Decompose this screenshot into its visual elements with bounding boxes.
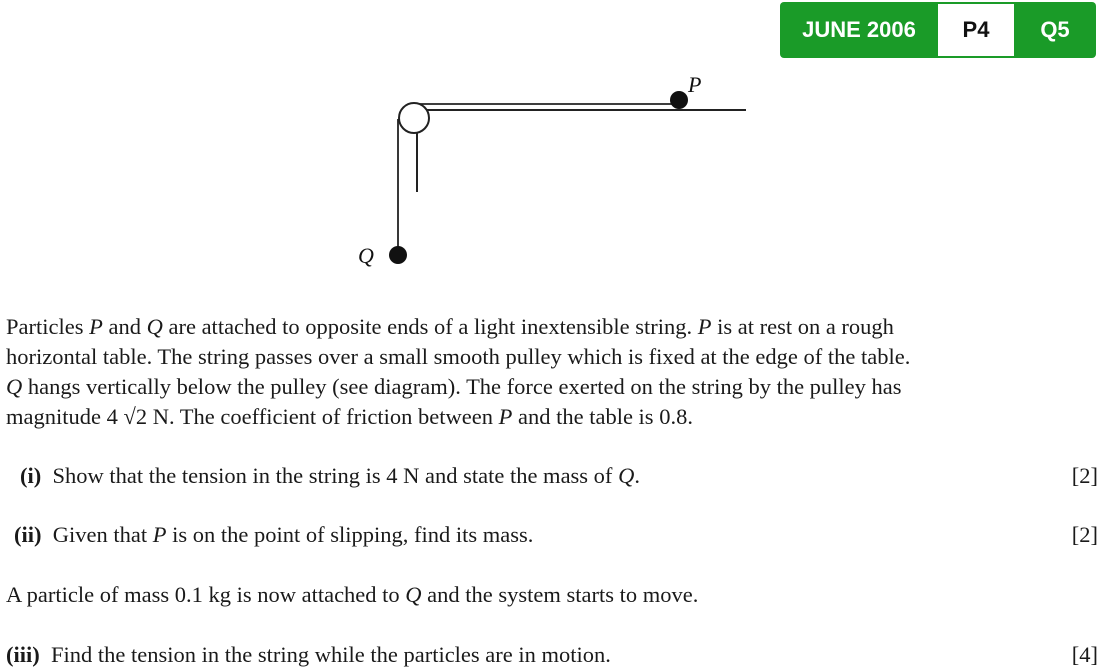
part-ii: (ii) Given that P is on the point of slipping, find its mass. [2] bbox=[6, 520, 1098, 550]
intro-line-2: horizontal table. The string passes over a small smooth pulley which is fixed at the edge of the table. bbox=[6, 344, 911, 369]
part-number: (ii) bbox=[14, 522, 42, 547]
exam-session-label: JUNE 2006 bbox=[802, 17, 916, 42]
label-q: Q bbox=[358, 243, 374, 268]
intro-line-3: Q hangs vertically below the pulley (see diagram). The force exerted on the string by the pulley has bbox=[6, 374, 902, 399]
marks: [2] bbox=[1071, 463, 1098, 488]
pulley bbox=[399, 103, 429, 133]
part-number: (i) bbox=[20, 463, 42, 488]
part-number: (iii) bbox=[6, 642, 40, 667]
pulley-diagram bbox=[300, 62, 760, 282]
question-reference-tag bbox=[780, 2, 1096, 58]
part-iii: (iii) Find the tension in the string while the particles are in motion. [4] bbox=[6, 640, 1098, 670]
marks: [2] bbox=[1071, 522, 1098, 547]
intro-line-4: magnitude 4 √2 N. The coefficient of friction between P and the table is 0.8. bbox=[6, 404, 693, 429]
particle-p bbox=[670, 91, 688, 109]
part-i: (i) Show that the tension in the string is 4 N and state the mass of Q. [2] bbox=[6, 461, 1098, 491]
marks: [4] bbox=[1071, 642, 1098, 667]
intro-line-1: Particles P and Q are attached to opposite ends of a light inextensible string. P is at rest on a rough bbox=[6, 314, 894, 339]
question-intro bbox=[6, 312, 1098, 432]
label-p: P bbox=[688, 72, 702, 97]
bridge-text: A particle of mass 0.1 kg is now attached to Q and the system starts to move. bbox=[6, 582, 699, 607]
particle-q bbox=[389, 246, 407, 264]
paper-label: P4 bbox=[938, 4, 1014, 56]
question-number-label: Q5 bbox=[1040, 17, 1070, 42]
